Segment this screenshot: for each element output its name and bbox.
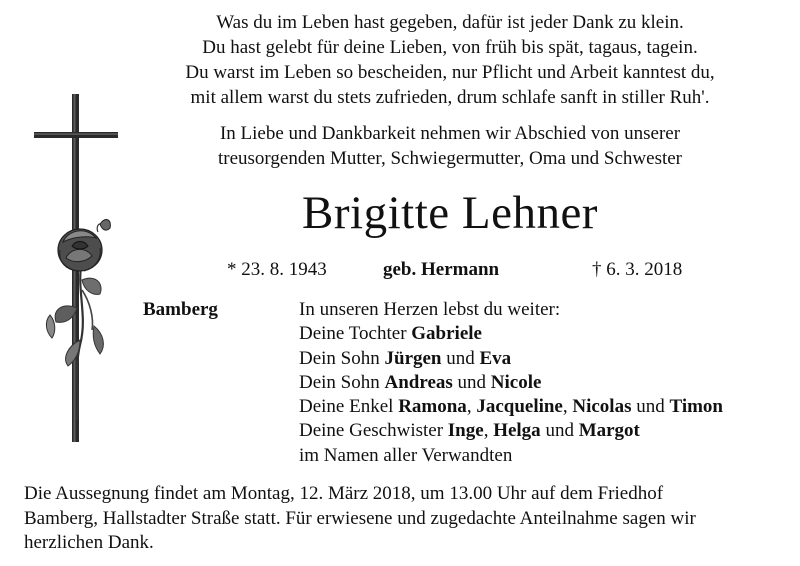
intro-line: treusorgenden Mutter, Schwiegermutter, Oma und Schwester [217, 148, 683, 169]
place-name: Bamberg [143, 299, 218, 320]
family-list [299, 298, 723, 468]
family-line-grandchildren: Deine Enkel Ramona, Jacqueline, Nicolas und Timon [299, 396, 723, 418]
family-line-daughter [299, 322, 723, 346]
relative-name: Eva [479, 347, 512, 369]
relative-name: Inge [447, 420, 484, 442]
family-closing: im Namen aller Verwandten [299, 444, 513, 466]
poem [120, 10, 780, 110]
relative-name: Helga [493, 420, 541, 442]
family-heading: In unseren Herzen lebst du weiter: [299, 299, 561, 320]
maiden-name: geb. Hermann [383, 259, 500, 280]
farewell-intro [120, 121, 780, 171]
relative-name: Timon [669, 396, 723, 418]
relative-name: Nicole [490, 371, 542, 393]
conjunction: und [545, 420, 574, 442]
family-line-son [299, 347, 723, 371]
conjunction: und [446, 347, 475, 369]
relative-name: Gabriele [411, 323, 482, 345]
relation-label: Deine Tochter [299, 323, 407, 345]
cross-with-rose-icon [30, 90, 130, 445]
relation-label: Deine Geschwister [299, 420, 444, 442]
poem-line: mit allem warst du stets zufrieden, drum schlafe sanft in stiller Ruh'. [190, 87, 710, 108]
poem-line: Was du im Leben hast gegeben, dafür ist jeder Dank zu klein. [216, 12, 684, 33]
birth-date: * 23. 8. 1943 [227, 259, 327, 280]
deceased-name: Brigitte Lehner [302, 187, 598, 239]
footer-line: herzlichen Dank. [24, 532, 154, 553]
death-date: † 6. 3. 2018 [592, 259, 683, 280]
relative-name: Jürgen [384, 347, 442, 369]
conjunction: und [636, 396, 665, 418]
footer-line: Die Aussegnung findet am Montag, 12. März 2018, um 13.00 Uhr auf dem Friedhof [24, 483, 664, 504]
footer-line: Bamberg, Hallstadter Straße statt. Für erwiesene und zugedachte Anteilnahme sagen wir [24, 507, 696, 529]
relative-name: Margot [578, 420, 640, 442]
funeral-information [24, 482, 784, 556]
poem-line: Du hast gelebt für deine Lieben, von früh bis spät, tagaus, tagein. [202, 37, 698, 58]
family-line-son [299, 371, 723, 395]
relative-name: Ramona [398, 396, 467, 418]
intro-line: In Liebe und Dankbarkeit nehmen wir Abschied von unserer [219, 123, 681, 144]
relation-label: Dein Sohn [299, 347, 380, 369]
relative-name: Nicolas [572, 396, 632, 418]
conjunction: und [457, 371, 487, 393]
relative-name: Andreas [384, 371, 453, 393]
family-line-siblings: Deine Geschwister Inge, Helga und Margot [299, 420, 640, 442]
poem-line: Du warst im Leben so bescheiden, nur Pflicht und Arbeit kanntest du, [185, 62, 715, 83]
relation-label: Dein Sohn [299, 371, 380, 393]
relation-label: Deine Enkel [299, 396, 394, 418]
relative-name: Jacqueline [476, 396, 563, 418]
